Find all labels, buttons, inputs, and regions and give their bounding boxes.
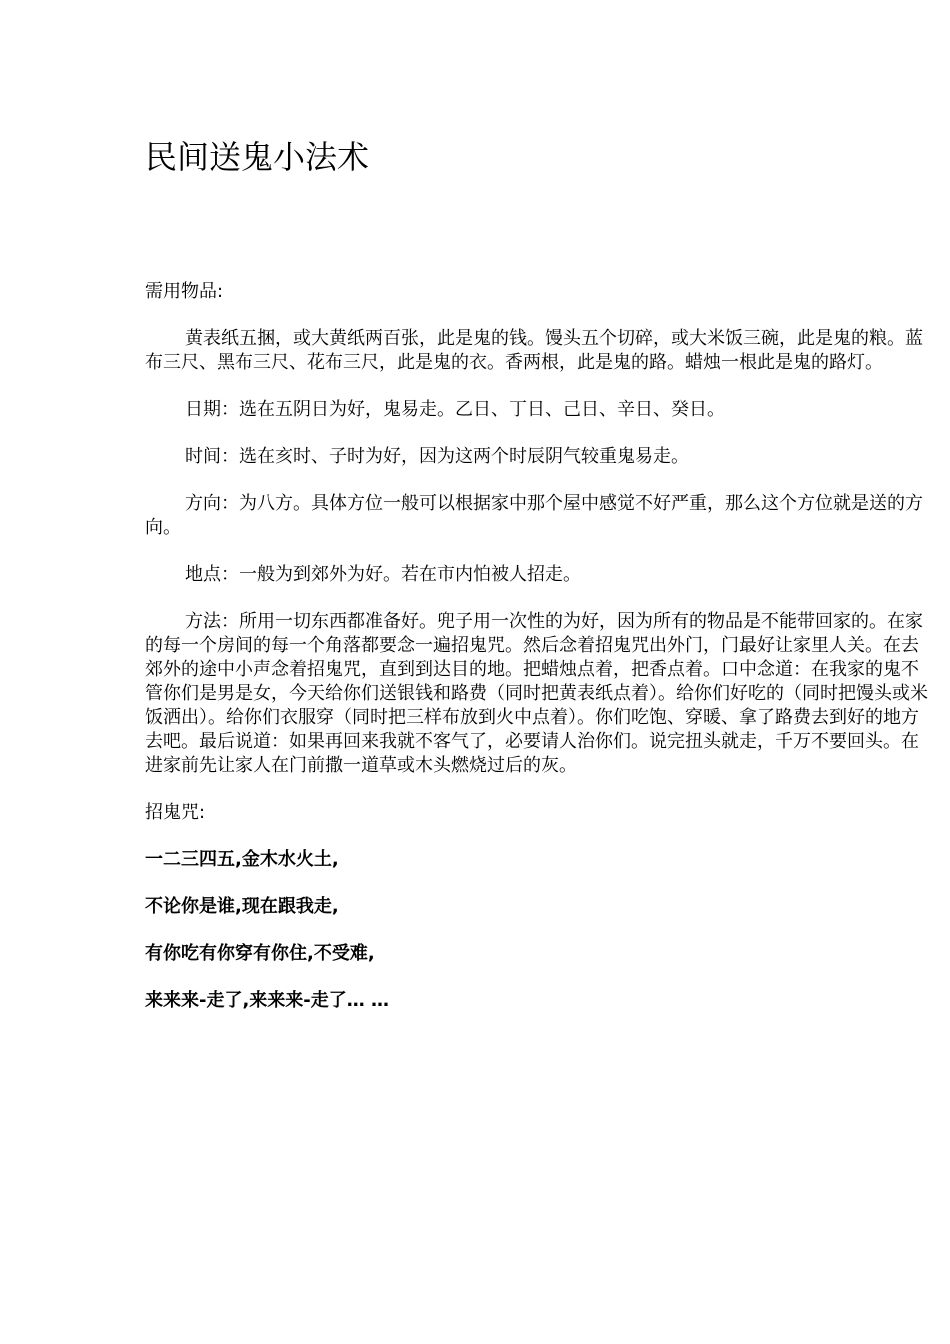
place-paragraph: 地点：一般为到郊外为好。若在市内怕被人招走。 [185, 564, 581, 585]
time-paragraph: 时间：选在亥时、子时为好，因为这两个时辰阴气较重鬼易走。 [185, 446, 689, 467]
spell-line: 有你吃有你穿有你住,不受难, [145, 943, 375, 964]
page-title: 民间送鬼小法术 [145, 138, 370, 176]
direction-paragraph: 方向：为八方。具体方位一般可以根据家中那个屋中感觉不好严重，那么这个方位就是送的方向。 [145, 493, 923, 538]
spell-line: 不论你是谁,现在跟我走, [145, 896, 339, 917]
items-paragraph: 黄表纸五捆，或大黄纸两百张，此是鬼的钱。馒头五个切碎，或大米饭三碗，此是鬼的粮。蓝布三尺、黑布三尺、花布三尺，此是鬼的衣。香两根，此是鬼的路。蜡烛一根此是鬼的路灯。 [145, 328, 923, 373]
spell-label: 招鬼咒: [145, 802, 206, 823]
items-label: 需用物品: [145, 281, 224, 302]
method-paragraph: 方法：所用一切东西都准备好。兜子用一次性的为好，因为所有的物品是不能带回家的。在家的每一个房间的每一个角落都要念一遍招鬼咒。然后念着招鬼咒出外门，门最好让家里人关。在去郊外的途中小声念着招鬼咒，直到到达目的地。把蜡烛点着，把香点着。口中念道：在我家的鬼不管你们是男是女，今天给你们送银钱和路费（同时把黄表纸点着）。给你们好吃的（同时把馒头或米饭洒出）。给你们衣服穿（同时把三样布放到火中点着）。你们吃饱、穿暖、拿了路费去到好的地方去吧。最后说道：如果再回来我就不客气了，必要请人治你们。说完扭头就走，千万不要回头。在进家前先让家人在门前撒一道草或木头燃烧过后的灰。 [145, 611, 928, 776]
spell-line: 一二三四五,金木水火土, [145, 849, 339, 870]
spell-line: 来来来-走了,来来来-走了… … [145, 990, 390, 1011]
date-paragraph: 日期：选在五阴日为好，鬼易走。乙日、丁日、己日、辛日、癸日。 [185, 399, 725, 420]
document-body [145, 280, 933, 1036]
